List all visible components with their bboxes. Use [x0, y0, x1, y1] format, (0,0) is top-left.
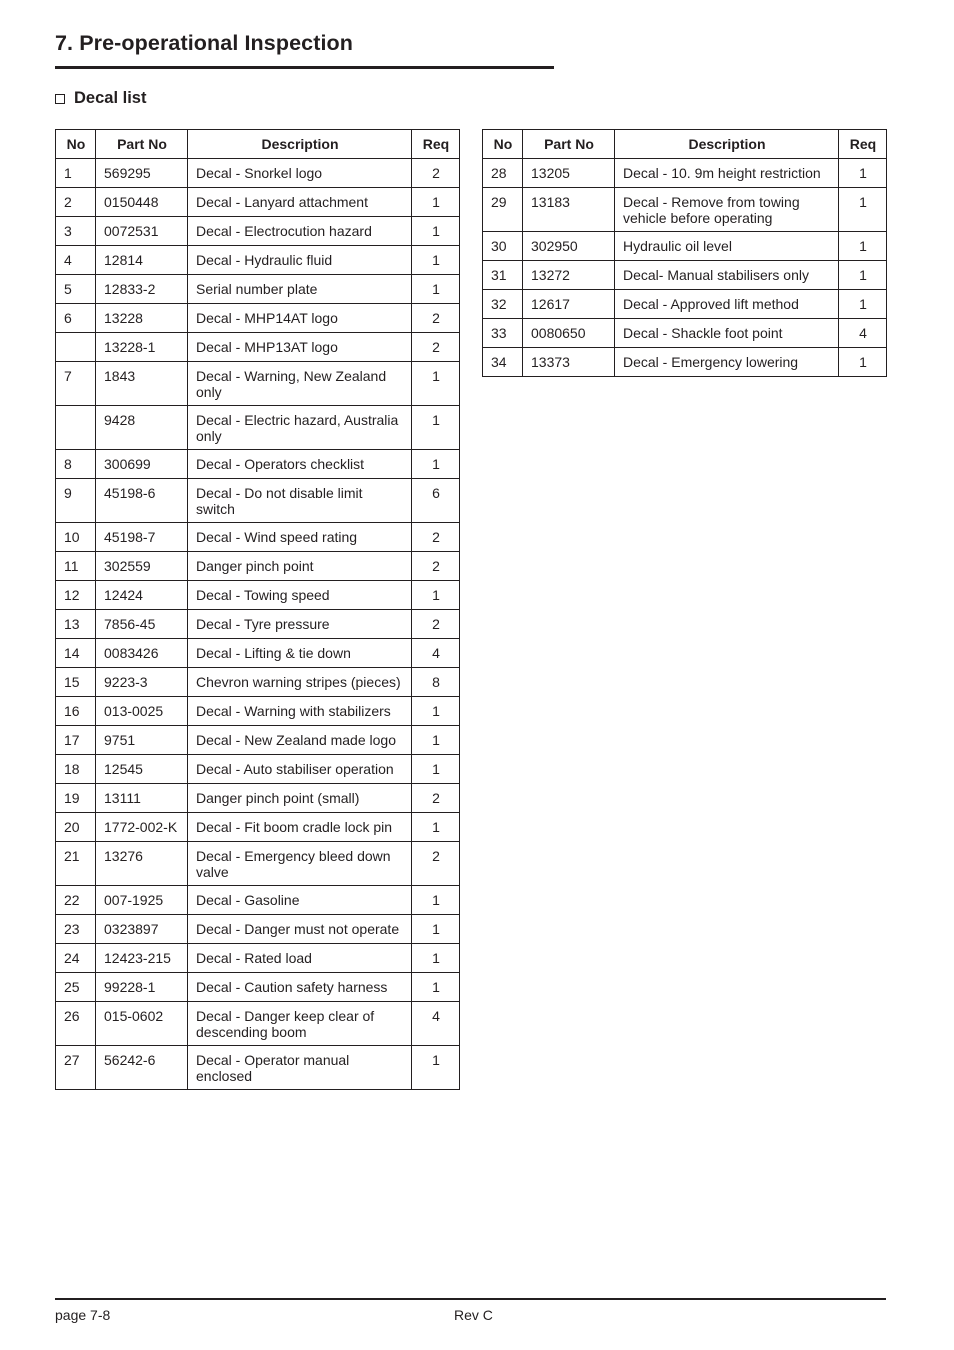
- table-row: [56, 813, 460, 842]
- table-row: [56, 784, 460, 813]
- cell-part-no: 0080650: [523, 319, 615, 348]
- cell-description: Decal - Operator manual enclosed: [188, 1046, 412, 1090]
- cell-part-no: 0150448: [96, 188, 188, 217]
- cell-description: Decal - Electrocution hazard: [188, 217, 412, 246]
- cell-part-no: 12424: [96, 581, 188, 610]
- table-row: [56, 304, 460, 333]
- cell-req: 2: [412, 304, 460, 333]
- table-row: [56, 479, 460, 523]
- cell-req: 1: [412, 973, 460, 1002]
- title-divider: [55, 66, 554, 69]
- cell-description: Decal - Shackle foot point: [615, 319, 839, 348]
- cell-req: 1: [412, 217, 460, 246]
- cell-description: Chevron warning stripes (pieces): [188, 668, 412, 697]
- cell-req: 1: [412, 726, 460, 755]
- cell-part-no: 9428: [96, 406, 188, 450]
- cell-part-no: 56242-6: [96, 1046, 188, 1090]
- cell-no: 27: [56, 1046, 96, 1090]
- table-row: [56, 886, 460, 915]
- page-number: page 7-8: [55, 1307, 111, 1323]
- cell-description: Decal - Electric hazard, Australia only: [188, 406, 412, 450]
- column-header-no: No: [56, 130, 96, 159]
- cell-no: 31: [483, 261, 523, 290]
- table-row: [56, 450, 460, 479]
- table-row: [56, 275, 460, 304]
- cell-description: Decal - Danger must not operate: [188, 915, 412, 944]
- cell-req: 2: [412, 842, 460, 886]
- cell-part-no: 12814: [96, 246, 188, 275]
- cell-no: 17: [56, 726, 96, 755]
- cell-description: Decal - Lanyard attachment: [188, 188, 412, 217]
- table-row: [56, 610, 460, 639]
- cell-part-no: 13228: [96, 304, 188, 333]
- cell-req: 1: [412, 275, 460, 304]
- cell-no: 9: [56, 479, 96, 523]
- section-heading-label: Decal list: [74, 89, 147, 107]
- table-row: [56, 697, 460, 726]
- cell-no: 28: [483, 159, 523, 188]
- cell-no: 13: [56, 610, 96, 639]
- column-header-req: Req: [412, 130, 460, 159]
- cell-part-no: 1772-002-K: [96, 813, 188, 842]
- cell-part-no: 13183: [523, 188, 615, 232]
- page-title: 7. Pre-operational Inspection: [55, 31, 353, 55]
- column-header-part-no: Part No: [523, 130, 615, 159]
- cell-req: 1: [839, 232, 887, 261]
- table-row: [56, 944, 460, 973]
- cell-description: Decal - Wind speed rating: [188, 523, 412, 552]
- cell-no: 32: [483, 290, 523, 319]
- cell-no: 6: [56, 304, 96, 333]
- cell-req: 1: [839, 188, 887, 232]
- cell-no: 22: [56, 886, 96, 915]
- cell-description: Decal - MHP14AT logo: [188, 304, 412, 333]
- cell-part-no: 13276: [96, 842, 188, 886]
- table-header-row: [483, 130, 887, 159]
- table-row: [56, 755, 460, 784]
- cell-req: 1: [839, 261, 887, 290]
- cell-no: 16: [56, 697, 96, 726]
- cell-req: 2: [412, 610, 460, 639]
- cell-no: 1: [56, 159, 96, 188]
- cell-part-no: 12545: [96, 755, 188, 784]
- cell-description: Hydraulic oil level: [615, 232, 839, 261]
- cell-description: Decal - Emergency bleed down valve: [188, 842, 412, 886]
- cell-req: 1: [412, 813, 460, 842]
- cell-description: Decal - Tyre pressure: [188, 610, 412, 639]
- cell-part-no: 569295: [96, 159, 188, 188]
- table-row: [56, 842, 460, 886]
- cell-description: Decal - 10. 9m height restriction: [615, 159, 839, 188]
- cell-description: Decal - Approved lift method: [615, 290, 839, 319]
- table-row: [56, 188, 460, 217]
- table-row: [483, 290, 887, 319]
- cell-no: 33: [483, 319, 523, 348]
- cell-description: Decal - Auto stabiliser operation: [188, 755, 412, 784]
- cell-req: 1: [412, 915, 460, 944]
- section-heading: [55, 89, 146, 108]
- cell-part-no: 0083426: [96, 639, 188, 668]
- cell-part-no: 7856-45: [96, 610, 188, 639]
- cell-req: 2: [412, 159, 460, 188]
- cell-description: Decal - Gasoline: [188, 886, 412, 915]
- cell-req: 6: [412, 479, 460, 523]
- cell-description: Decal - Operators checklist: [188, 450, 412, 479]
- cell-description: Serial number plate: [188, 275, 412, 304]
- cell-no: 8: [56, 450, 96, 479]
- table-row: [56, 406, 460, 450]
- cell-description: Decal - Warning with stabilizers: [188, 697, 412, 726]
- table-row: [56, 668, 460, 697]
- decal-table-left: [55, 129, 460, 1090]
- cell-no: 34: [483, 348, 523, 377]
- table-row: [56, 552, 460, 581]
- cell-req: 1: [839, 290, 887, 319]
- cell-req: 2: [412, 552, 460, 581]
- table-row: [56, 159, 460, 188]
- cell-part-no: 13111: [96, 784, 188, 813]
- cell-no: [56, 406, 96, 450]
- table-header-row: [56, 130, 460, 159]
- cell-no: [56, 333, 96, 362]
- table-row: [483, 319, 887, 348]
- cell-part-no: 45198-7: [96, 523, 188, 552]
- table-row: [56, 362, 460, 406]
- cell-no: 21: [56, 842, 96, 886]
- cell-req: 1: [412, 944, 460, 973]
- table-row: [56, 523, 460, 552]
- cell-description: Decal - Warning, New Zealand only: [188, 362, 412, 406]
- column-header-req: Req: [839, 130, 887, 159]
- cell-no: 2: [56, 188, 96, 217]
- cell-no: 18: [56, 755, 96, 784]
- cell-part-no: 13373: [523, 348, 615, 377]
- cell-part-no: 45198-6: [96, 479, 188, 523]
- cell-part-no: 015-0602: [96, 1002, 188, 1046]
- cell-req: 1: [412, 697, 460, 726]
- cell-no: 23: [56, 915, 96, 944]
- cell-req: 4: [412, 1002, 460, 1046]
- column-header-description: Description: [615, 130, 839, 159]
- table-row: [56, 1046, 460, 1090]
- table-row: [56, 973, 460, 1002]
- cell-no: 10: [56, 523, 96, 552]
- cell-req: 1: [412, 246, 460, 275]
- revision-label: Rev C: [454, 1307, 493, 1323]
- cell-req: 1: [412, 886, 460, 915]
- table-row: [56, 726, 460, 755]
- table-row: [483, 232, 887, 261]
- table-row: [56, 333, 460, 362]
- table-row: [483, 348, 887, 377]
- cell-req: 2: [412, 333, 460, 362]
- cell-part-no: 300699: [96, 450, 188, 479]
- cell-req: 1: [412, 188, 460, 217]
- cell-no: 25: [56, 973, 96, 1002]
- cell-no: 19: [56, 784, 96, 813]
- column-header-part-no: Part No: [96, 130, 188, 159]
- cell-no: 15: [56, 668, 96, 697]
- cell-req: 2: [412, 523, 460, 552]
- cell-req: 1: [839, 159, 887, 188]
- cell-req: 1: [412, 406, 460, 450]
- cell-no: 12: [56, 581, 96, 610]
- cell-description: Decal - Fit boom cradle lock pin: [188, 813, 412, 842]
- cell-description: Decal - Remove from towing vehicle before operating: [615, 188, 839, 232]
- cell-part-no: 0072531: [96, 217, 188, 246]
- cell-part-no: 1843: [96, 362, 188, 406]
- table-row: [56, 246, 460, 275]
- cell-part-no: 13228-1: [96, 333, 188, 362]
- cell-req: 1: [412, 362, 460, 406]
- decal-table-right: [482, 129, 887, 377]
- cell-part-no: 007-1925: [96, 886, 188, 915]
- cell-no: 4: [56, 246, 96, 275]
- cell-part-no: 9751: [96, 726, 188, 755]
- cell-description: Decal - Hydraulic fluid: [188, 246, 412, 275]
- cell-no: 30: [483, 232, 523, 261]
- cell-description: Danger pinch point: [188, 552, 412, 581]
- cell-no: 11: [56, 552, 96, 581]
- cell-part-no: 9223-3: [96, 668, 188, 697]
- cell-part-no: 302950: [523, 232, 615, 261]
- cell-part-no: 13205: [523, 159, 615, 188]
- cell-req: 1: [412, 755, 460, 784]
- cell-description: Decal - MHP13AT logo: [188, 333, 412, 362]
- cell-description: Decal - New Zealand made logo: [188, 726, 412, 755]
- table-row: [483, 188, 887, 232]
- cell-description: Decal- Manual stabilisers only: [615, 261, 839, 290]
- cell-part-no: 12423-215: [96, 944, 188, 973]
- table-row: [483, 261, 887, 290]
- cell-req: 8: [412, 668, 460, 697]
- cell-no: 3: [56, 217, 96, 246]
- cell-part-no: 0323897: [96, 915, 188, 944]
- column-header-description: Description: [188, 130, 412, 159]
- cell-no: 7: [56, 362, 96, 406]
- footer-divider: [55, 1298, 886, 1300]
- cell-req: 4: [412, 639, 460, 668]
- cell-req: 1: [412, 1046, 460, 1090]
- cell-req: 1: [412, 581, 460, 610]
- cell-req: 4: [839, 319, 887, 348]
- cell-req: 1: [412, 450, 460, 479]
- table-row: [56, 217, 460, 246]
- cell-req: 1: [839, 348, 887, 377]
- cell-description: Decal - Towing speed: [188, 581, 412, 610]
- cell-description: Decal - Danger keep clear of descending boom: [188, 1002, 412, 1046]
- cell-description: Decal - Rated load: [188, 944, 412, 973]
- cell-part-no: 302559: [96, 552, 188, 581]
- cell-description: Decal - Do not disable limit switch: [188, 479, 412, 523]
- cell-part-no: 13272: [523, 261, 615, 290]
- cell-part-no: 99228-1: [96, 973, 188, 1002]
- cell-description: Decal - Caution safety harness: [188, 973, 412, 1002]
- cell-no: 26: [56, 1002, 96, 1046]
- column-header-no: No: [483, 130, 523, 159]
- cell-part-no: 12833-2: [96, 275, 188, 304]
- table-row: [56, 1002, 460, 1046]
- cell-no: 29: [483, 188, 523, 232]
- cell-description: Danger pinch point (small): [188, 784, 412, 813]
- cell-no: 20: [56, 813, 96, 842]
- cell-part-no: 013-0025: [96, 697, 188, 726]
- table-row: [483, 159, 887, 188]
- checkbox-icon: [55, 94, 65, 104]
- cell-description: Decal - Snorkel logo: [188, 159, 412, 188]
- cell-no: 24: [56, 944, 96, 973]
- cell-no: 14: [56, 639, 96, 668]
- cell-description: Decal - Lifting & tie down: [188, 639, 412, 668]
- cell-req: 2: [412, 784, 460, 813]
- table-row: [56, 581, 460, 610]
- cell-part-no: 12617: [523, 290, 615, 319]
- table-row: [56, 915, 460, 944]
- cell-description: Decal - Emergency lowering: [615, 348, 839, 377]
- table-row: [56, 639, 460, 668]
- cell-no: 5: [56, 275, 96, 304]
